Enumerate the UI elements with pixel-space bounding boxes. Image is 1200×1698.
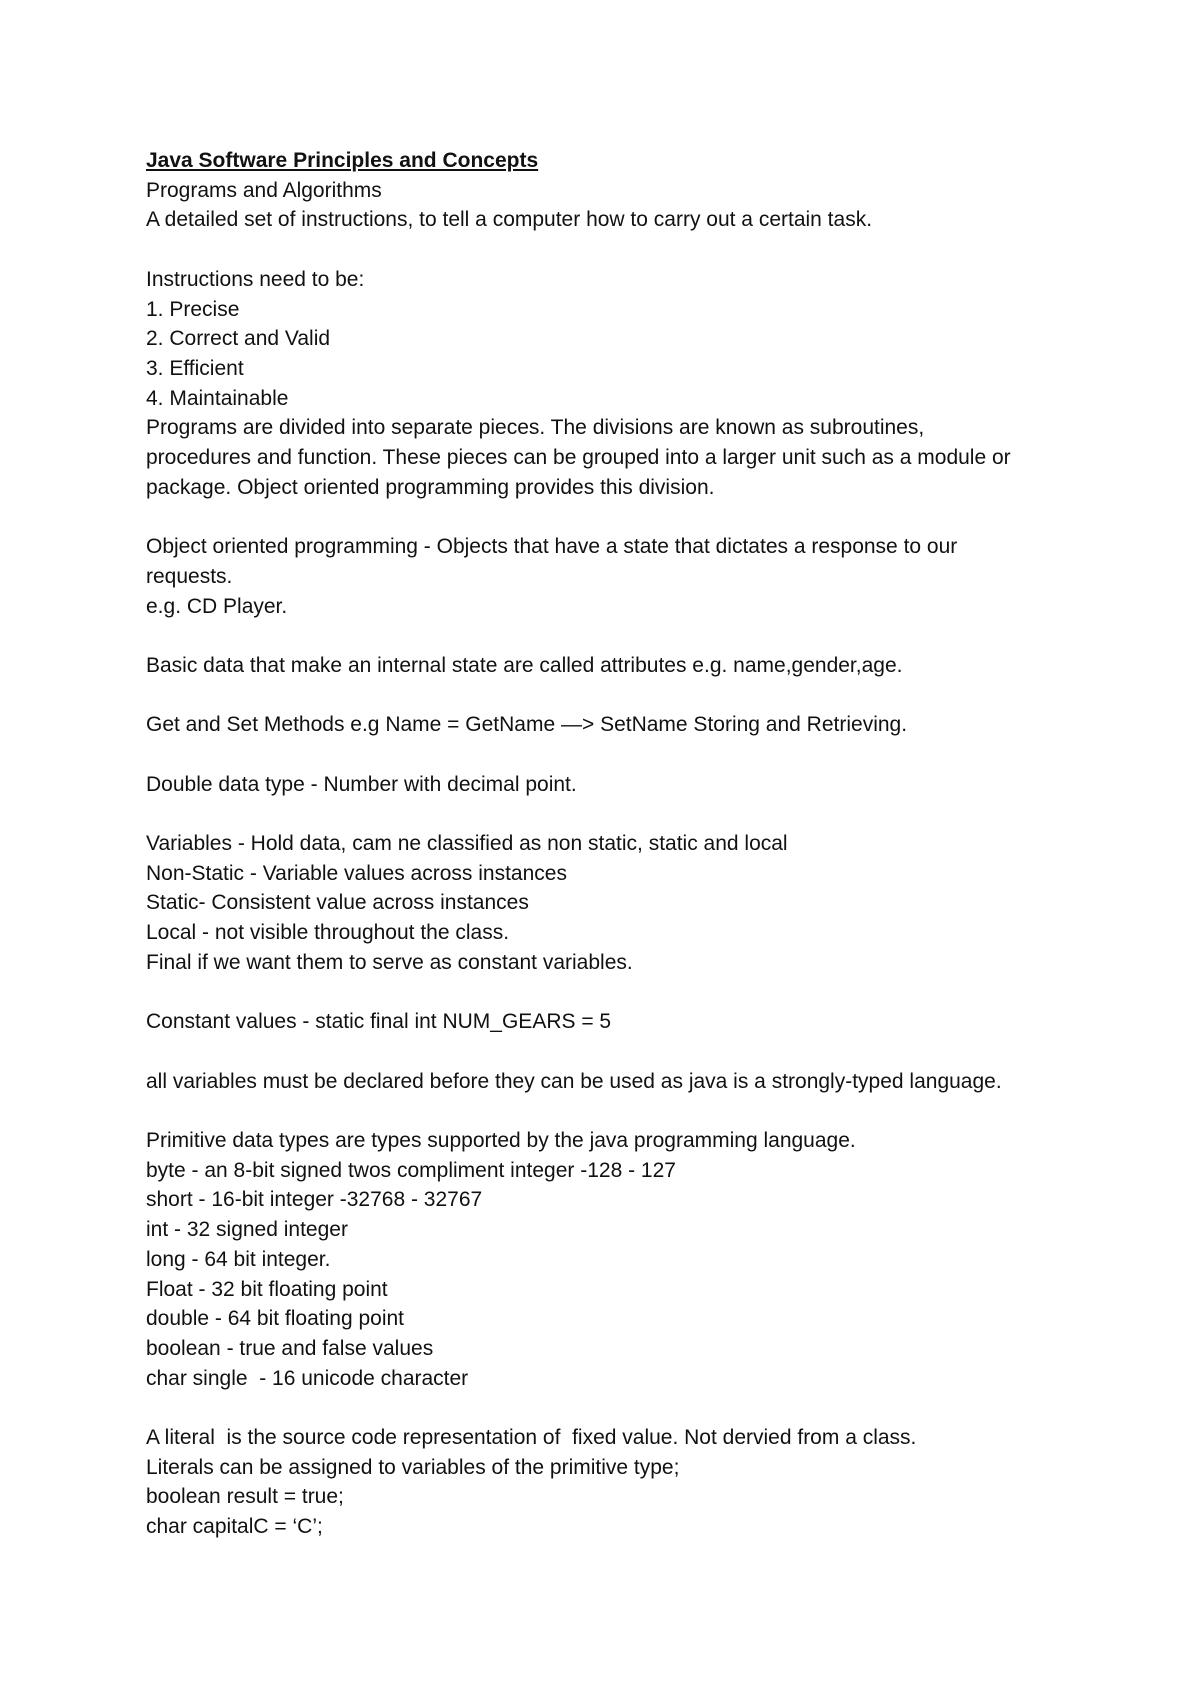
text-line: byte - an 8-bit signed twos compliment integer -128 - 127	[146, 1158, 676, 1182]
text-line: boolean result = true;	[146, 1485, 344, 1509]
text-line: long - 64 bit integer.	[146, 1247, 331, 1271]
document-body	[146, 176, 1106, 1542]
blank-line	[146, 1037, 1106, 1067]
document-title: Java Software Principles and Concepts	[146, 149, 539, 172]
blank-line	[146, 799, 1106, 829]
text-line: Double data type - Number with decimal point.	[146, 772, 577, 796]
blank-line	[146, 1393, 1106, 1423]
text-line: Local - not visible throughout the class.	[146, 921, 510, 945]
text-line: procedures and function. These pieces can be grouped into a larger unit such as a module or	[146, 446, 1011, 470]
text-line: Float - 32 bit floating point	[146, 1277, 388, 1301]
text-line: Object oriented programming - Objects that have a state that dictates a response to our	[146, 535, 958, 559]
text-line: 3. Efficient	[146, 356, 244, 380]
blank-line	[146, 621, 1106, 651]
text-line: char single - 16 unicode character	[146, 1366, 469, 1390]
blank-line	[146, 978, 1106, 1008]
text-line: 4. Maintainable	[146, 386, 289, 410]
text-line: A literal is the source code representation of fixed value. Not dervied from a class.	[146, 1426, 917, 1450]
text-line: Final if we want them to serve as constant variables.	[146, 950, 633, 974]
blank-line	[146, 681, 1106, 711]
text-line: A detailed set of instructions, to tell a computer how to carry out a certain task.	[146, 208, 873, 232]
text-line: Static- Consistent value across instances	[146, 891, 529, 915]
text-line: boolean - true and false values	[146, 1336, 434, 1360]
document-page	[146, 146, 1106, 1542]
blank-line	[146, 502, 1106, 532]
text-line: all variables must be declared before they can be used as java is a strongly-typed language.	[146, 1069, 1002, 1093]
text-line: 1. Precise	[146, 297, 240, 321]
text-line: double - 64 bit floating point	[146, 1307, 405, 1331]
text-line: Basic data that make an internal state are called attributes e.g. name,gender,age.	[146, 653, 903, 677]
text-line: Primitive data types are types supported by the java programming language.	[146, 1129, 856, 1153]
text-line: package. Object oriented programming provides this division.	[146, 475, 715, 499]
text-line: char capitalC = ‘C’;	[146, 1515, 323, 1539]
blank-line	[146, 740, 1106, 770]
text-line: Programs and Algorithms	[146, 178, 382, 202]
text-line: e.g. CD Player.	[146, 594, 288, 618]
text-line: Constant values - static final int NUM_GEARS = 5	[146, 1010, 612, 1034]
text-line: 2. Correct and Valid	[146, 327, 331, 351]
text-line: short - 16-bit integer -32768 - 32767	[146, 1188, 483, 1212]
text-line: Get and Set Methods e.g Name = GetName —> SetName Storing and Retrieving.	[146, 713, 908, 737]
text-line: Instructions need to be:	[146, 267, 365, 291]
text-line: Programs are divided into separate pieces. The divisions are known as subroutines,	[146, 416, 925, 440]
text-line: int - 32 signed integer	[146, 1218, 348, 1242]
text-line: Literals can be assigned to variables of the primitive type;	[146, 1455, 680, 1479]
text-line: requests.	[146, 564, 233, 588]
text-line: Variables - Hold data, cam ne classified as non static, static and local	[146, 832, 788, 856]
blank-line	[146, 1096, 1106, 1126]
blank-line	[146, 235, 1106, 265]
text-line: Non-Static - Variable values across instances	[146, 861, 567, 885]
